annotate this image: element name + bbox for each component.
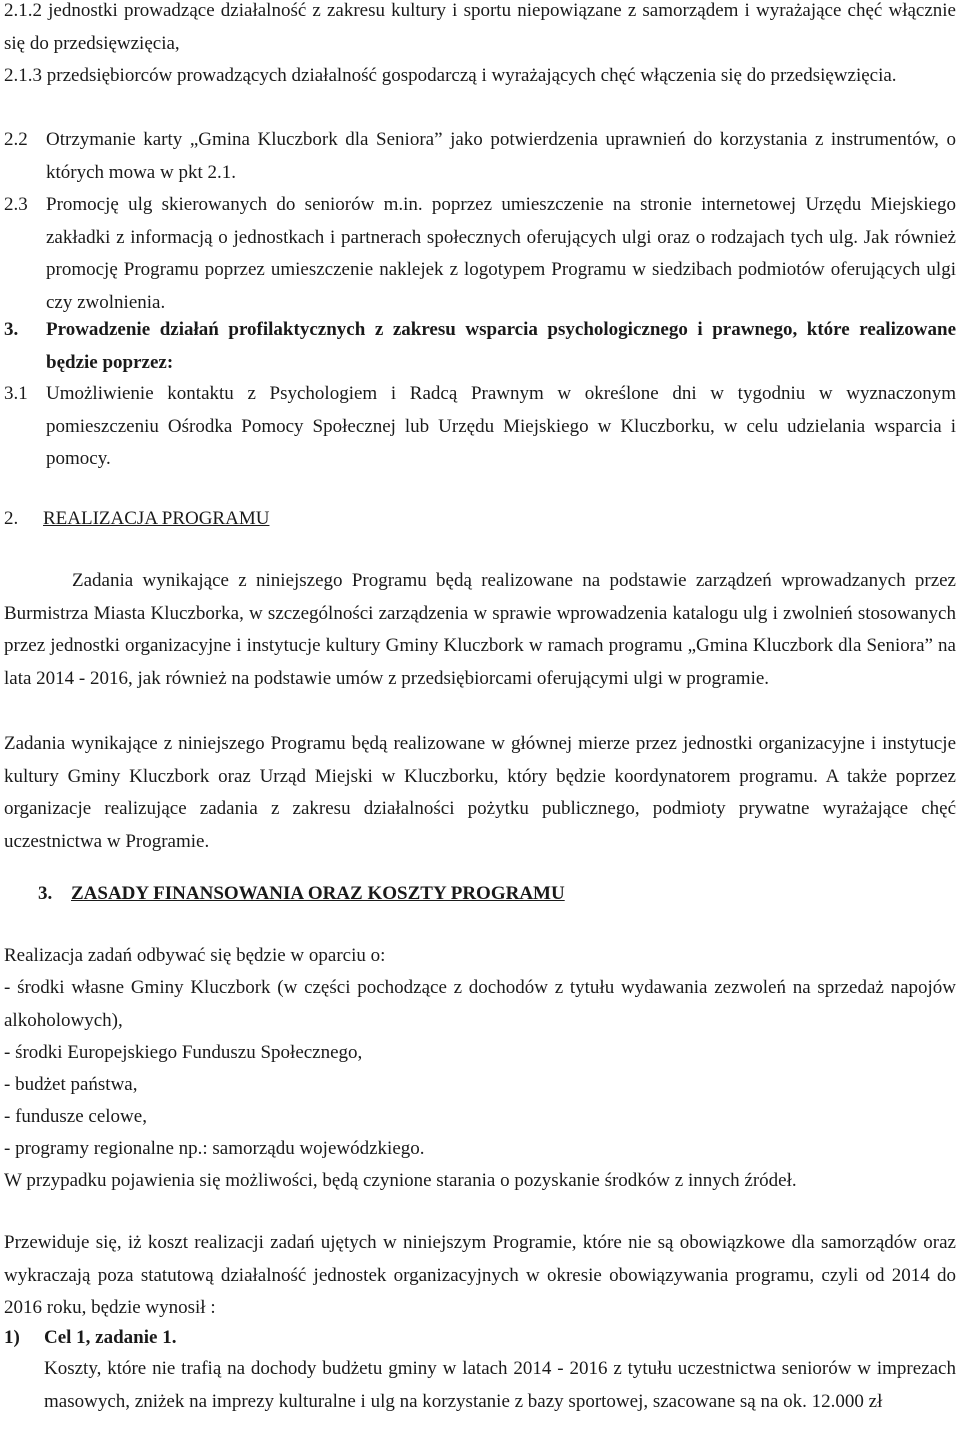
item-2-1-2: 2.1.2 jednostki prowadzące działalność z zakresu kultury i sportu niepowiązane z samorządem i wyrażające chęć włącznie się do przedsięwzięcia, [4, 0, 956, 54]
item-3-number: 3. [4, 319, 19, 340]
item-3-heading: Prowadzenie działań profilaktycznych z zakresu wsparcia psychologicznego i prawnego, które realizowane będzie poprzez: [46, 319, 956, 373]
item-2-3-number: 2.3 [4, 194, 28, 215]
item-2-1-3: 2.1.3 przedsiębiorców prowadzących działalność gospodarczą i wyrażających chęć włączenia się do przedsięwzięcia. [4, 65, 897, 86]
section-2-heading [4, 503, 269, 536]
section-3-intro: Realizacja zadań odbywać się będzie w oparciu o: [4, 945, 386, 966]
item-3-1-number: 3.1 [4, 383, 28, 404]
item-2-2-number: 2.2 [4, 129, 28, 150]
item-3-1-text: Umożliwienie kontaktu z Psychologiem i Radcą Prawnym w określone dni w tygodniu w wyznaczonym pomieszczeniu Ośrodka Pomocy Społecznej lub Urzędu Miejskiego w Kluczborku, w celu udzielania wsparcia i pomocy. [46, 383, 956, 469]
cost-item-title: Cel 1, zadanie 1. [44, 1327, 177, 1348]
cost-item-text: Koszty, które nie trafią na dochody budżetu gminy w latach 2014 - 2016 z tytułu uczestnictwa seniorów w imprezach masowych, zniżek na imprezy kulturalne i ulg na korzystanie z bazy sportowej, szacowane są na ok. 12.000 zł [44, 1358, 956, 1412]
cost-item-number: 1) [4, 1327, 20, 1348]
funding-source-item: - środki Europejskiego Funduszu Społecznego, [4, 1042, 363, 1063]
funding-source-item: - środki własne Gminy Kluczbork (w części pochodzące z dochodów z tytułu wydawania zezwoleń na sprzedaż napojów alkoholowych), [4, 977, 956, 1031]
section-3-title: ZASADY FINANSOWANIA ORAZ KOSZTY PROGRAMU [71, 883, 565, 904]
item-2-3-text: Promocję ulg skierowanych do seniorów m.in. poprzez umieszczenie na stronie internetowej Urzędu Miejskiego zakładki z informacją o jednostkach i partnerach społecznych oferujących ulgi oraz o rodzajach tych ulg. Jak również promocję Programu poprzez umieszczenie naklejek z logotypem Programu w siedzibach podmiotów oferujących ulgi czy zwolnienia. [46, 194, 956, 313]
section-3-paragraph-1: W przypadku pojawienia się możliwości, będą czynione starania o pozyskanie środków z innych źródeł. [4, 1170, 797, 1191]
section-2-paragraph-2: Zadania wynikające z niniejszego Programu będą realizowane w głównej mierze przez jednostki organizacyjne i instytucje kultury Gminy Kluczbork oraz Urząd Miejski w Kluczborku, który będzie koordynatorem programu. A także poprzez organizacje realizujące zadania z zakresu działalności pożytku publicznego, podmioty prywatne wyrażające chęć uczestnictwa w Programie. [4, 733, 956, 852]
funding-source-item: - fundusze celowe, [4, 1106, 147, 1127]
section-2-title: REALIZACJA PROGRAMU [43, 508, 270, 529]
section-3-number: 3. [38, 883, 53, 904]
section-3-paragraph-2: Przewiduje się, iż koszt realizacji zadań ujętych w niniejszym Programie, które nie są obowiązkowe dla samorządów oraz wykraczają poza statutową działalność jednostek organizacyjnych w okresie obowiązywania programu, czyli od 2014 do 2016 roku, będzie wynosił : [4, 1232, 956, 1318]
funding-source-item: - programy regionalne np.: samorządu wojewódzkiego. [4, 1138, 425, 1159]
funding-source-item: - budżet państwa, [4, 1074, 138, 1095]
section-2-number: 2. [4, 508, 19, 529]
section-2-paragraph-1: Zadania wynikające z niniejszego Programu będą realizowane na podstawie zarządzeń wprowadzanych przez Burmistrza Miasta Kluczborka, w szczególności zarządzenia w sprawie wprowadzenia katalogu ulg i zwolnień stosowanych przez jednostki organizacyjne i instytucje kultury Gminy Kluczbork w ramach programu „Gmina Kluczbork dla Seniora” na lata 2014 - 2016, jak również na podstawie umów z przedsiębiorcami oferującymi ulgi w programie. [4, 570, 956, 689]
item-2-2-text: Otrzymanie karty „Gmina Kluczbork dla Seniora” jako potwierdzenia uprawnień do korzystania z instrumentów, o których mowa w pkt 2.1. [46, 129, 956, 183]
section-3-heading [38, 878, 565, 911]
